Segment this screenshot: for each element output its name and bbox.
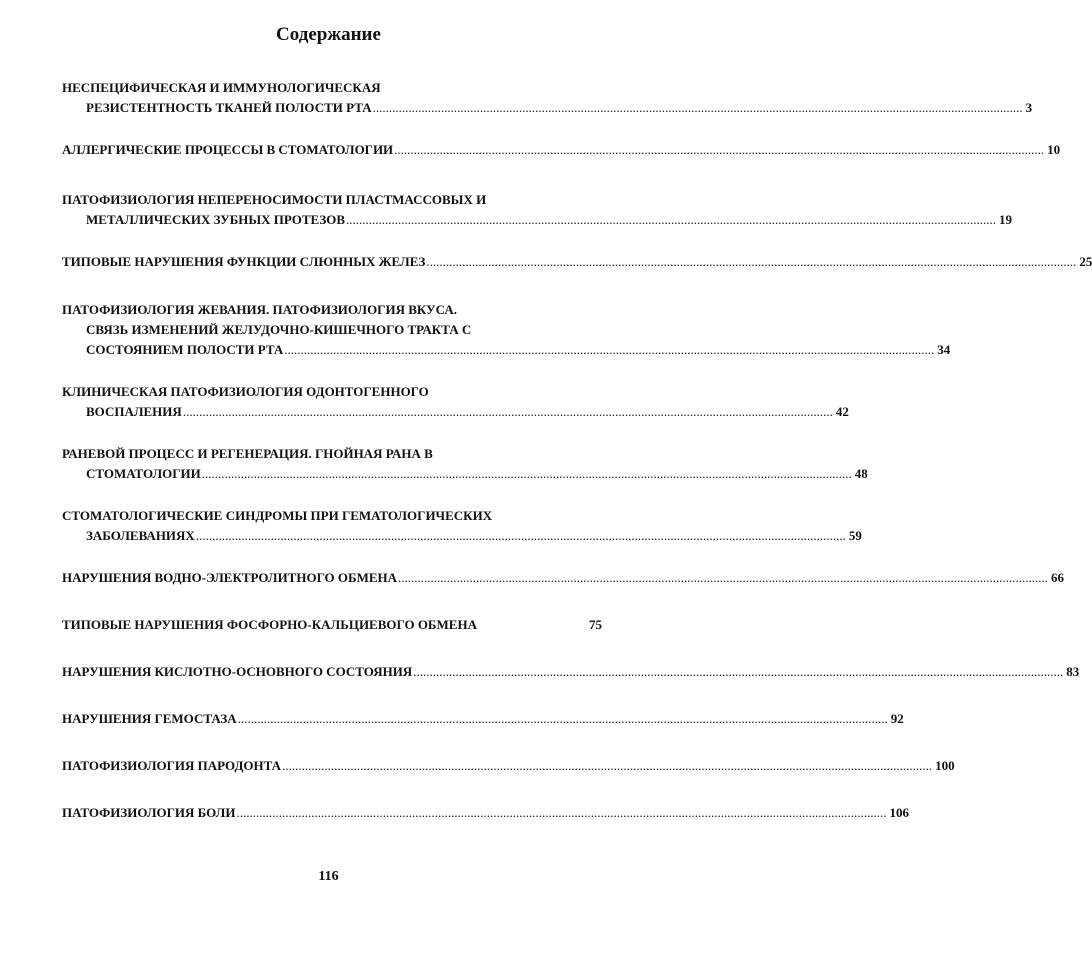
toc-entry[interactable] (62, 615, 602, 635)
toc-entry-last-line (62, 709, 904, 729)
toc-entry-title-line: НЕСПЕЦИФИЧЕСКАЯ И ИММУНОЛОГИЧЕСКАЯ (62, 80, 381, 95)
toc-entry-last-line (62, 402, 849, 422)
toc-entry-title-line: РЕЗИСТЕНТНОСТЬ ТКАНЕЙ ПОЛОСТИ РТА (86, 100, 372, 115)
dot-leader: ........................................................................................................................................................................................................ (237, 711, 888, 726)
toc-entry-title-line: НАРУШЕНИЯ ГЕМОСТАЗА (62, 711, 237, 726)
dot-leader: ........................................................................................................................................................................................................ (346, 212, 997, 227)
toc-page-number: 75 (589, 617, 602, 632)
toc-page-number: 100 (935, 758, 955, 773)
toc-page-number: 3 (1025, 100, 1033, 115)
toc-page-number: 48 (854, 466, 868, 481)
toc-page-number: 83 (1066, 664, 1080, 679)
toc-entry-last-line (62, 464, 868, 484)
toc-entry[interactable] (62, 756, 955, 776)
toc-entry[interactable] (62, 709, 904, 729)
toc-page-number: 66 (1051, 570, 1065, 585)
toc-entry[interactable] (62, 382, 849, 422)
toc-entry-title-line: ТИПОВЫЕ НАРУШЕНИЯ ФОСФОРНО-КАЛЬЦИЕВОГО ОБМЕНА (62, 617, 477, 632)
dot-leader: ........................................................................................................................................................................................................ (398, 570, 1049, 585)
toc-entry-title-line: СОСТОЯНИЕМ ПОЛОСТИ РТА (86, 342, 284, 357)
toc-entry-title-line: ПАТОФИЗИОЛОГИЯ БОЛИ (62, 805, 236, 820)
toc-page-number: 10 (1047, 142, 1061, 157)
toc-page-number: 59 (848, 528, 862, 543)
toc-entry[interactable] (62, 506, 862, 546)
toc-entry-title-line: МЕТАЛЛИЧЕСКИХ ЗУБНЫХ ПРОТЕЗОВ (86, 212, 346, 227)
toc-page-number: 106 (889, 805, 909, 820)
toc-entry-last-line (62, 98, 1033, 118)
toc-entry[interactable] (62, 444, 868, 484)
toc-entry-title-line: ПАТОФИЗИОЛОГИЯ ЖЕВАНИЯ. ПАТОФИЗИОЛОГИЯ ВКУСА. (62, 302, 457, 317)
dot-leader: ........................................................................................................................................................................................................ (394, 142, 1045, 157)
dot-leader: ........................................................................................................................................................................................................ (372, 100, 1023, 115)
dot-leader: ........................................................................................................................................................................................................ (195, 528, 846, 543)
toc-entry-last-line (62, 756, 955, 776)
dot-leader: ........................................................................................................................................................................................................ (236, 805, 887, 820)
toc-entry-title-line: АЛЛЕРГИЧЕСКИЕ ПРОЦЕССЫ В СТОМАТОЛОГИИ (62, 142, 394, 157)
dot-leader: ........................................................................................................................................................................................................ (284, 342, 935, 357)
toc-entry-title-line: СТОМАТОЛОГИЧЕСКИЕ СИНДРОМЫ ПРИ ГЕМАТОЛОГИЧЕСКИХ (62, 508, 493, 523)
toc-entry-last-line (62, 252, 1092, 272)
toc-entry-title-line: НАРУШЕНИЯ ВОДНО-ЭЛЕКТРОЛИТНОГО ОБМЕНА (62, 570, 398, 585)
toc-entry[interactable] (62, 568, 1065, 588)
toc-page-number: 42 (835, 404, 849, 419)
toc-entry[interactable] (62, 300, 951, 360)
toc-entry-last-line (62, 803, 909, 823)
toc-entry-last-line (62, 615, 602, 635)
toc-entry-last-line (62, 340, 951, 360)
toc-page-number: 92 (890, 711, 904, 726)
toc-entry-title-line: ВОСПАЛЕНИЯ (86, 404, 182, 419)
toc-entry-title-line: СВЯЗЬ ИЗМЕНЕНИЙ ЖЕЛУДОЧНО-КИШЕЧНОГО ТРАКТА С (86, 322, 472, 337)
toc-entry[interactable] (62, 252, 1092, 272)
toc-entry-title-line: КЛИНИЧЕСКАЯ ПАТОФИЗИОЛОГИЯ ОДОНТОГЕННОГО (62, 384, 429, 399)
toc-entry-title-line: НАРУШЕНИЯ КИСЛОТНО-ОСНОВНОГО СОСТОЯНИЯ (62, 664, 413, 679)
toc-entry[interactable] (62, 803, 909, 823)
toc-entry-title-line: РАНЕВОЙ ПРОЦЕСС И РЕГЕНЕРАЦИЯ. ГНОЙНАЯ РАНА В (62, 446, 433, 461)
toc-page-number: 19 (999, 212, 1013, 227)
toc-entry-last-line (62, 568, 1065, 588)
dot-leader: ........................................................................................................................................................................................................ (282, 758, 933, 773)
toc-entry[interactable] (62, 78, 1033, 118)
toc-entry-title-line: ПАТОФИЗИОЛОГИЯ ПАРОДОНТА (62, 758, 282, 773)
toc-entry[interactable] (62, 190, 1013, 230)
dot-leader: ........................................................................................................................................................................................................ (201, 466, 852, 481)
page-title: Содержание (276, 24, 381, 45)
toc-entry-last-line (62, 210, 1013, 230)
toc-entry-title-line: СТОМАТОЛОГИИ (86, 466, 201, 481)
toc-entry-last-line (62, 662, 1080, 682)
toc-entry-title-line: ЗАБОЛЕВАНИЯХ (86, 528, 195, 543)
dot-leader: ........................................................................................................................................................................................................ (182, 404, 833, 419)
dot-leader: ........................................................................................................................................................................................................ (413, 664, 1064, 679)
toc-entry-title-line: ТИПОВЫЕ НАРУШЕНИЯ ФУНКЦИИ СЛЮННЫХ ЖЕЛЕЗ (62, 254, 426, 269)
toc-entry[interactable] (62, 662, 1080, 682)
toc-entry[interactable] (62, 140, 1061, 160)
toc-entry-last-line (62, 526, 862, 546)
toc-page-number: 34 (937, 342, 951, 357)
toc-entry-title-line: ПАТОФИЗИОЛОГИЯ НЕПЕРЕНОСИМОСТИ ПЛАСТМАССОВЫХ И (62, 192, 487, 207)
page-number: 116 (318, 869, 339, 884)
dot-leader: ........................................................................................................................................................................................................ (426, 254, 1077, 269)
toc-page-number: 25 (1079, 254, 1092, 269)
toc-entry-last-line (62, 140, 1061, 160)
